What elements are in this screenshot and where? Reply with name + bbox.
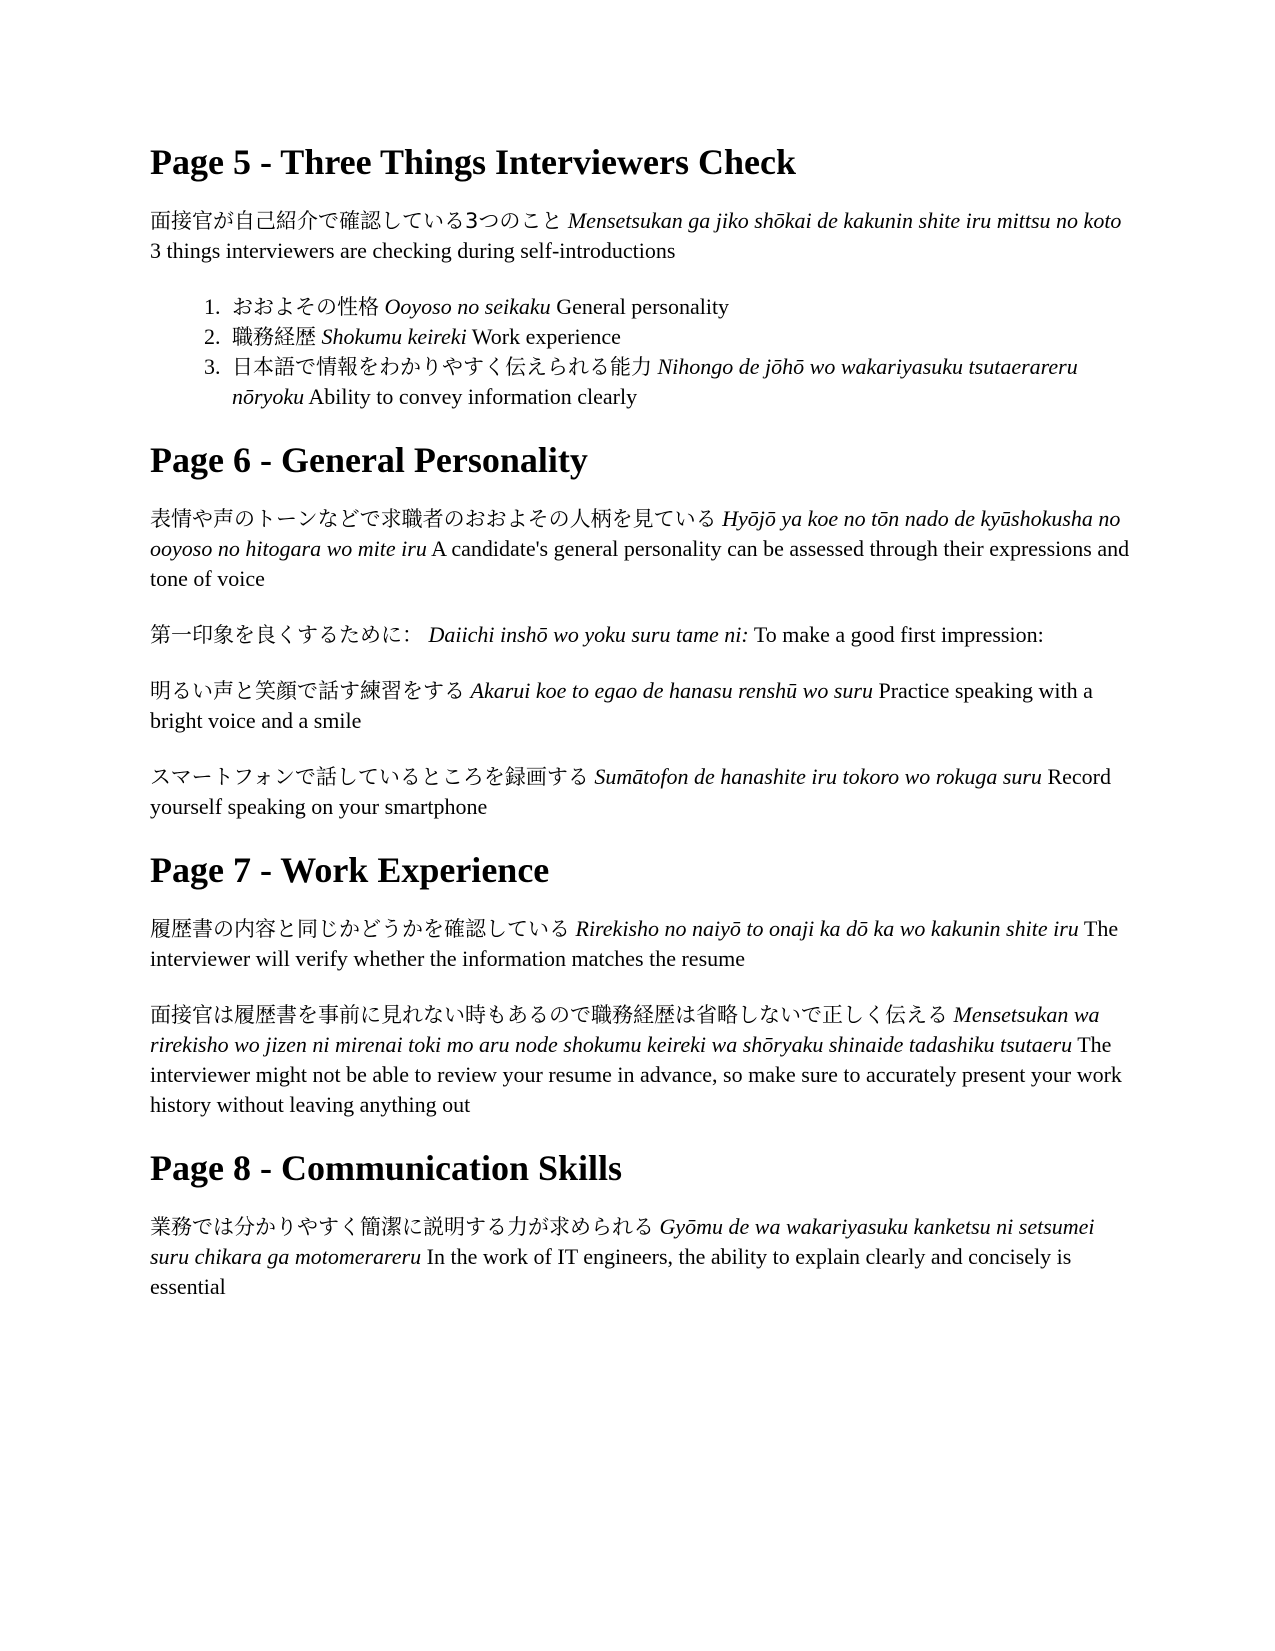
section-heading: Page 8 - Communication Skills: [150, 1148, 623, 1188]
japanese-text: 面接官が自己紹介で確認している3つのこと: [150, 209, 563, 233]
japanese-text: 第一印象を良くするために：: [150, 623, 423, 647]
english-text: To make a good first impression:: [753, 622, 1044, 647]
japanese-text: スマートフォンで話しているところを録画する: [150, 765, 589, 789]
english-text: The interviewer might not be able to review your resume in advance, so make sure to accurately present your work history without leaving anything out: [150, 1032, 1122, 1117]
paragraph: [150, 762, 1135, 822]
romaji-text: Mensetsukan wa rirekisho wo jizen ni mirenai toki mo aru node shokumu keireki wa shōryaku shinaide tadashiku tsutaeru: [150, 1002, 1100, 1057]
paragraph: [150, 676, 1135, 736]
document-page: [150, 140, 1135, 1328]
japanese-text: 履歴書の内容と同じかどうかを確認している: [150, 917, 570, 941]
paragraph: [150, 1212, 1135, 1302]
english-text: 3 things interviewers are checking during self-introductions: [150, 238, 676, 263]
romaji-text: Gyōmu de wa wakariyasuku kanketsu ni setsumei suru chikara ga motomerareru: [150, 1214, 1095, 1269]
romaji-text: Hyōjō ya koe no tōn nado de kyūshokusha no ooyoso no hitogara wo mite iru: [150, 506, 1121, 561]
section-page-7: [150, 848, 1135, 1120]
english-text: Record yourself speaking on your smartphone: [150, 764, 1111, 819]
list-item: [226, 292, 1135, 322]
japanese-text: 職務経歴: [232, 325, 316, 349]
romaji-text: Daiichi inshō wo yoku suru tame ni:: [428, 622, 749, 647]
section-page-5: [150, 140, 1135, 412]
romaji-text: Akarui koe to egao de hanasu renshū wo suru: [470, 678, 873, 703]
romaji-text: Mensetsukan ga jiko shōkai de kakunin shite iru mittsu no koto: [567, 208, 1122, 233]
english-text: The interviewer will verify whether the information matches the resume: [150, 916, 1119, 971]
section-page-8: [150, 1146, 1135, 1302]
paragraph: [150, 206, 1135, 266]
romaji-text: Shokumu keireki: [321, 324, 467, 349]
romaji-text: Rirekisho no naiyō to onaji ka dō ka wo kakunin shite iru: [575, 916, 1079, 941]
english-text: Work experience: [471, 324, 621, 349]
japanese-text: 面接官は履歴書を事前に見れない時もあるので職務経歴は省略しないで正しく伝える: [150, 1003, 948, 1027]
paragraph: [150, 620, 1135, 650]
japanese-text: おおよその性格: [232, 295, 379, 319]
japanese-text: 表情や声のトーンなどで求職者のおおよその人柄を見ている: [150, 507, 717, 531]
english-text: General personality: [556, 294, 730, 319]
interviewer-checks-list: [150, 292, 1135, 412]
paragraph: [150, 1000, 1135, 1120]
list-item: [226, 352, 1135, 412]
japanese-text: 業務では分かりやすく簡潔に説明する力が求められる: [150, 1215, 654, 1239]
english-text: Practice speaking with a bright voice and a smile: [150, 678, 1093, 733]
romaji-text: Nihongo de jōhō wo wakariyasuku tsutaerareru nōryoku: [232, 354, 1078, 409]
japanese-text: 日本語で情報をわかりやすく伝えられる能力: [232, 355, 652, 379]
romaji-text: Ooyoso no seikaku: [384, 294, 551, 319]
section-heading: Page 6 - General Personality: [150, 440, 588, 480]
japanese-text: 明るい声と笑顔で話す練習をする: [150, 679, 465, 703]
english-text: Ability to convey information clearly: [308, 384, 638, 409]
paragraph: [150, 504, 1135, 594]
romaji-text: Sumātofon de hanashite iru tokoro wo rokuga suru: [594, 764, 1042, 789]
english-text: In the work of IT engineers, the ability to explain clearly and concisely is essential: [150, 1244, 1072, 1299]
list-item: [226, 322, 1135, 352]
paragraph: [150, 914, 1135, 974]
english-text: A candidate's general personality can be assessed through their expressions and tone of voice: [150, 536, 1130, 591]
section-heading: Page 7 - Work Experience: [150, 850, 550, 890]
section-heading: Page 5 - Three Things Interviewers Check: [150, 142, 796, 182]
section-page-6: [150, 438, 1135, 822]
